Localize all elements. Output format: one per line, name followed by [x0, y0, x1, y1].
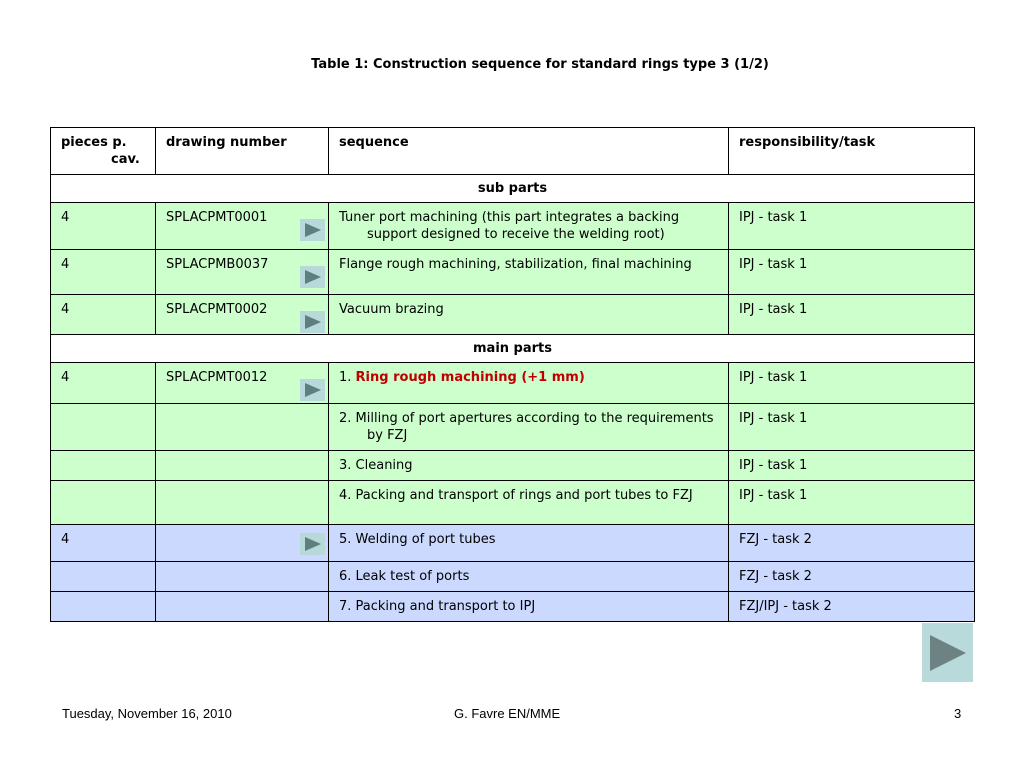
drawing-cell	[156, 592, 329, 622]
sequence-cell	[329, 363, 729, 404]
drawing-number: SPLACPMT0002	[166, 302, 268, 317]
sequence-cell: Flange rough machining, stabilization, final machining	[329, 250, 729, 295]
header-sequence: sequence	[329, 128, 729, 175]
footer-date: Tuesday, November 16, 2010	[62, 706, 232, 721]
pieces-cell	[51, 481, 156, 525]
drawing-number: SPLACPMB0037	[166, 257, 269, 272]
responsibility-cell: IPJ - task 1	[729, 404, 975, 451]
drawing-cell	[156, 363, 329, 404]
drawing-number: SPLACPMT0001	[166, 210, 268, 225]
responsibility-cell: IPJ - task 1	[729, 481, 975, 525]
table-row	[51, 592, 975, 622]
section-row-main-parts	[51, 335, 975, 363]
sequence-cell: 4. Packing and transport of rings and port tubes to FZJ	[329, 481, 729, 525]
footer-author: G. Favre EN/MME	[454, 706, 561, 721]
next-arrow-icon	[928, 633, 968, 673]
header-pieces-line2: cav.	[111, 152, 140, 167]
responsibility-cell: FZJ/IPJ - task 2	[729, 592, 975, 622]
section-label-sub-parts: sub parts	[51, 175, 975, 203]
table-row	[51, 295, 975, 335]
page-title: Table 1: Construction sequence for standard rings type 3 (1/2)	[311, 57, 769, 72]
pieces-cell: 4	[51, 525, 156, 562]
responsibility-cell: IPJ - task 1	[729, 295, 975, 335]
pieces-cell	[51, 592, 156, 622]
table-row	[51, 363, 975, 404]
pieces-cell	[51, 451, 156, 481]
pieces-cell: 4	[51, 250, 156, 295]
construction-sequence-table	[50, 127, 975, 622]
section-row-sub-parts	[51, 175, 975, 203]
sequence-cell: 6. Leak test of ports	[329, 562, 729, 592]
sequence-cell: Vacuum brazing	[329, 295, 729, 335]
drawing-cell	[156, 250, 329, 295]
responsibility-cell: IPJ - task 1	[729, 451, 975, 481]
responsibility-cell: IPJ - task 1	[729, 363, 975, 404]
play-arrow-icon[interactable]	[300, 219, 325, 241]
play-arrow-icon[interactable]	[300, 379, 325, 401]
sequence-cell: 3. Cleaning	[329, 451, 729, 481]
drawing-number: SPLACPMT0012	[166, 370, 268, 385]
pieces-cell: 4	[51, 363, 156, 404]
sequence-number: 1.	[339, 370, 356, 385]
footer-page-number: 3	[954, 706, 962, 721]
sequence-cell: 5. Welding of port tubes	[329, 525, 729, 562]
sequence-cell: 2. Milling of port apertures according to the requirements by FZJ	[329, 404, 729, 451]
table-row	[51, 451, 975, 481]
next-slide-button[interactable]	[922, 623, 973, 682]
pieces-cell	[51, 404, 156, 451]
drawing-cell	[156, 481, 329, 525]
section-label-main-parts: main parts	[51, 335, 975, 363]
sequence-cell: 7. Packing and transport to IPJ	[329, 592, 729, 622]
play-arrow-icon[interactable]	[300, 533, 325, 555]
table-row	[51, 562, 975, 592]
drawing-cell	[156, 451, 329, 481]
highlighted-step: Ring rough machining (+1 mm)	[355, 370, 585, 385]
table-row	[51, 481, 975, 525]
drawing-cell	[156, 295, 329, 335]
table-row	[51, 404, 975, 451]
header-responsibility: responsibility/task	[729, 128, 975, 175]
header-drawing-number: drawing number	[156, 128, 329, 175]
pieces-cell	[51, 562, 156, 592]
header-pieces-line1: pieces p.	[61, 135, 127, 150]
play-arrow-icon[interactable]	[300, 311, 325, 333]
responsibility-cell: IPJ - task 1	[729, 203, 975, 250]
table-row	[51, 250, 975, 295]
drawing-cell	[156, 525, 329, 562]
table-header-row	[51, 128, 975, 175]
drawing-cell	[156, 203, 329, 250]
play-arrow-icon[interactable]	[300, 266, 325, 288]
responsibility-cell: FZJ - task 2	[729, 525, 975, 562]
table-row	[51, 203, 975, 250]
drawing-cell	[156, 404, 329, 451]
drawing-cell	[156, 562, 329, 592]
header-pieces	[51, 128, 156, 175]
sequence-cell: Tuner port machining (this part integrates a backing support designed to receive the welding root)	[329, 203, 729, 250]
responsibility-cell: FZJ - task 2	[729, 562, 975, 592]
pieces-cell: 4	[51, 295, 156, 335]
table-row	[51, 525, 975, 562]
responsibility-cell: IPJ - task 1	[729, 250, 975, 295]
pieces-cell: 4	[51, 203, 156, 250]
